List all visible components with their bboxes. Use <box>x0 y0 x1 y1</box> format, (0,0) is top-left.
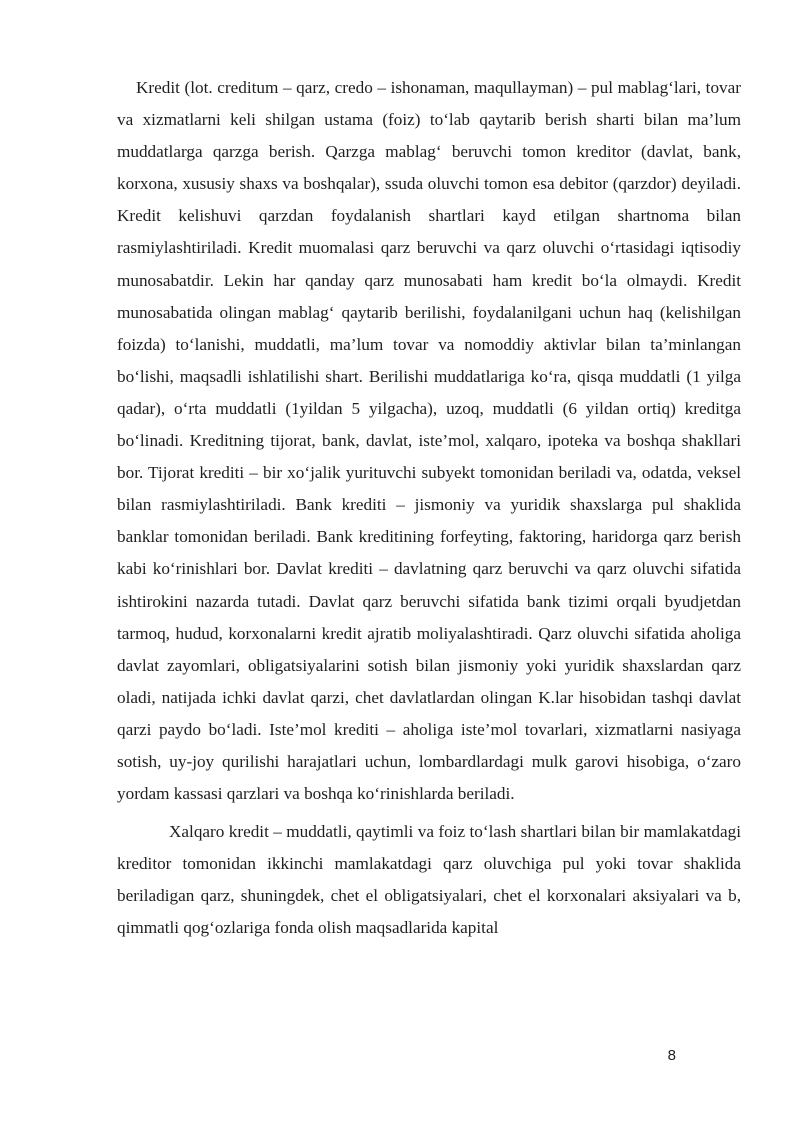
page-number: 8 <box>667 1047 676 1064</box>
paragraph-xalqaro-kredit: Xalqaro kredit – muddatli, qaytimli va foiz to‘lash shartlari bilan bir mamlakatdagi kreditor tomonidan ikkinchi mamlakatdagi qarz oluvchiga pul yoki tovar shaklida beriladigan qarz, shuningdek, chet el obligatsiyalari, chet el korxonalari aksiyalari va b, qimmatli qog‘ozlariga fonda olish maqsadlarida kapital <box>117 822 741 938</box>
body-text <box>117 72 741 945</box>
paragraph-kredit-definition: Kredit (lot. creditum – qarz, credo – ishonaman, maqullayman) – pul mablag‘lari, tovar va xizmatlarni keli shilgan ustama (foiz) to‘lab qaytarib berish sharti bilan ma’lum muddatlarga qarzga berish. Qarzga mablag‘ beruvchi tomon kreditor (davlat, bank, korxona, xususiy shaxs va boshqalar), ssuda oluvchi tomon esa debitor (qarzdor) deyiladi. Kredit kelishuvi qarzdan foydalanish shartlari kayd etilgan shartnoma bilan rasmiylashtiriladi. Kredit muomalasi qarz beruvchi va qarz oluvchi o‘rtasidagi iqtisodiy munosabatdir. Lekin har qanday qarz munosabati ham kredit bo‘la olmaydi. Kredit munosabatida olingan mablag‘ qaytarib berilishi, foydalanilgani uchun haq (kelishilgan foizda) to‘lanishi, muddatli, ma’lum tovar va nomoddiy aktivlar bilan ta’minlangan bo‘lishi, maqsadli ishlatilishi shart. Berilishi muddatlariga ko‘ra, qisqa muddatli (1 yilga qadar), o‘rta muddatli (1yildan 5 yilgacha), uzoq, muddatli (6 yildan ortiq) kreditga bo‘linadi. Kreditning tijorat, bank, davlat, iste’mol, xalqaro, ipoteka va boshqa shakllari bor. Tijorat krediti – bir xo‘jalik yurituvchi subyekt tomonidan beriladi va, odatda, veksel bilan rasmiylashtiriladi. Bank krediti – jismoniy va yuridik shaxslarga pul shaklida banklar tomonidan beriladi. Bank kreditining forfeyting, faktoring, haridorga qarz berish kabi ko‘rinishlari bor. Davlat krediti – davlatning qarz beruvchi va qarz oluvchi sifatida ishtirokini nazarda tutadi. Davlat qarz beruvchi sifatida bank tizimi orqali byudjetdan tarmoq, hudud, korxonalarni kredit ajratib moliyalashtiradi. Qarz oluvchi sifatida aholiga davlat zayomlari, obligatsiyalarini sotish bilan jismoniy yoki yuridik shaxslardan qarz oladi, natijada ichki davlat qarzi, chet davlatlardan olingan K.lar hisobidan tashqi davlat qarzi paydo bo‘ladi. Iste’mol krediti – aholiga iste’mol tovarlari, xizmatlarni nasiyaga sotish, uy-joy qurilishi harajatlari uchun, lombardlardagi mulk garovi hisobiga, o‘zaro yordam kassasi qarzlari va boshqa ko‘rinishlarda beriladi. <box>117 78 741 804</box>
